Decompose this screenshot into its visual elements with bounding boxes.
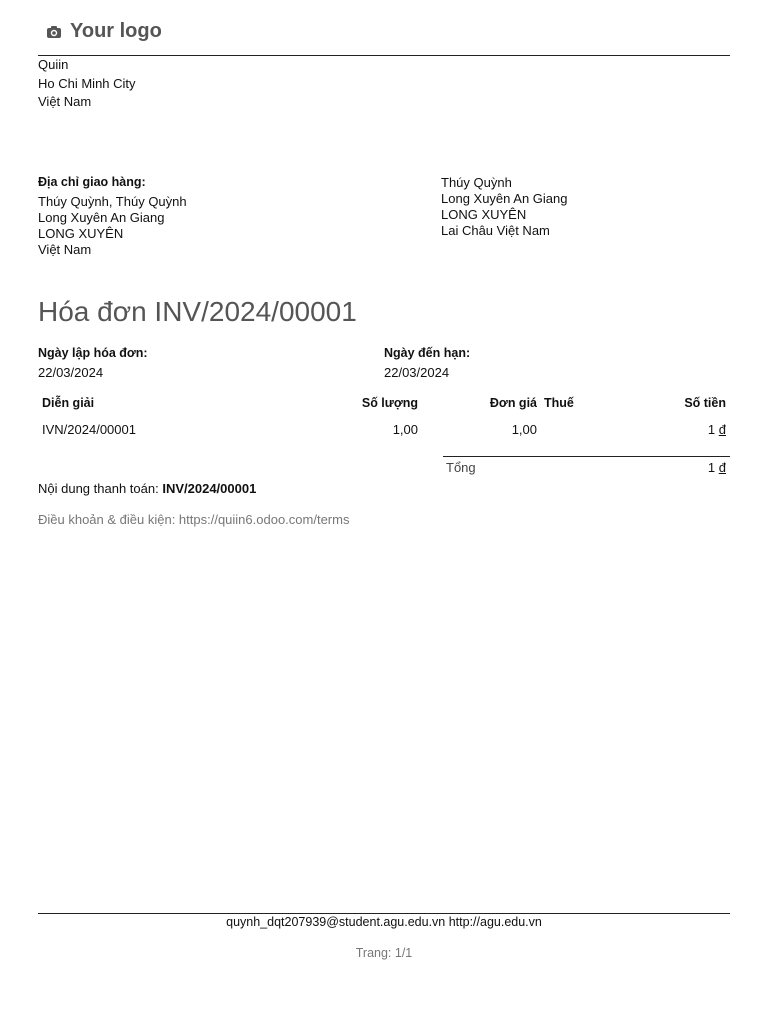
footer-contact: quynh_dqt207939@student.agu.edu.vn http://agu.edu.vn (226, 915, 542, 929)
line-quantity: 1,00 (392, 422, 418, 437)
payment-communication (38, 481, 256, 496)
invoice-date-value: 22/03/2024 (38, 365, 104, 380)
logo-text: Your logo (70, 20, 162, 42)
total-amount-number: 1 (707, 460, 716, 475)
footer-divider (38, 913, 730, 914)
invoice-title: Hóa đơn INV/2024/00001 (38, 296, 357, 327)
payment-label: Nội dung thanh toán: (38, 481, 159, 496)
shipping-line: Việt Nam (38, 242, 92, 257)
total-amount (640, 460, 726, 475)
total-amount-currency: đ (718, 460, 726, 475)
terms-and-conditions: Điều khoản & điều kiện: https://quiin6.odoo.com/terms (38, 512, 350, 527)
due-date-label: Ngày đến hạn: (384, 346, 471, 360)
partner-line: Thúy Quỳnh (441, 175, 512, 190)
invoice-date-label: Ngày lập hóa đơn: (38, 346, 148, 360)
shipping-line: Long Xuyên An Giang (38, 210, 165, 225)
company-country: Việt Nam (38, 94, 92, 109)
line-amount-currency: đ (718, 422, 726, 437)
line-unit-price: 1,00 (511, 422, 537, 437)
partner-line: LONG XUYÊN (441, 207, 527, 222)
company-address (38, 56, 136, 112)
line-amount (626, 422, 726, 437)
column-header-description: Diễn giải (42, 396, 95, 410)
partner-line: Lai Châu Việt Nam (441, 223, 550, 238)
column-header-unit-price: Đơn giá (489, 396, 537, 410)
shipping-address (38, 194, 187, 258)
page-number: Trang: 1/1 (355, 946, 413, 960)
camera-icon (46, 25, 62, 39)
partner-line: Long Xuyên An Giang (441, 191, 568, 206)
line-amount-number: 1 (707, 422, 716, 437)
partner-address (441, 175, 568, 239)
shipping-line: Thúy Quỳnh, Thúy Quỳnh (38, 194, 187, 209)
company-city: Ho Chi Minh City (38, 75, 136, 91)
column-header-taxes: Thuế (544, 396, 574, 410)
header-divider (38, 55, 730, 56)
due-date-value: 22/03/2024 (384, 365, 450, 380)
column-header-quantity: Số lượng (361, 396, 418, 410)
company-logo (46, 20, 162, 43)
total-divider (443, 456, 730, 457)
column-header-amount: Số tiền (684, 396, 726, 410)
shipping-address-label: Địa chỉ giao hàng: (38, 175, 146, 189)
total-label: Tổng (446, 460, 476, 475)
payment-reference: INV/2024/00001 (162, 481, 257, 496)
shipping-line: LONG XUYÊN (38, 226, 124, 241)
line-description: IVN/2024/00001 (42, 422, 136, 437)
company-name: Quiin (38, 57, 69, 72)
